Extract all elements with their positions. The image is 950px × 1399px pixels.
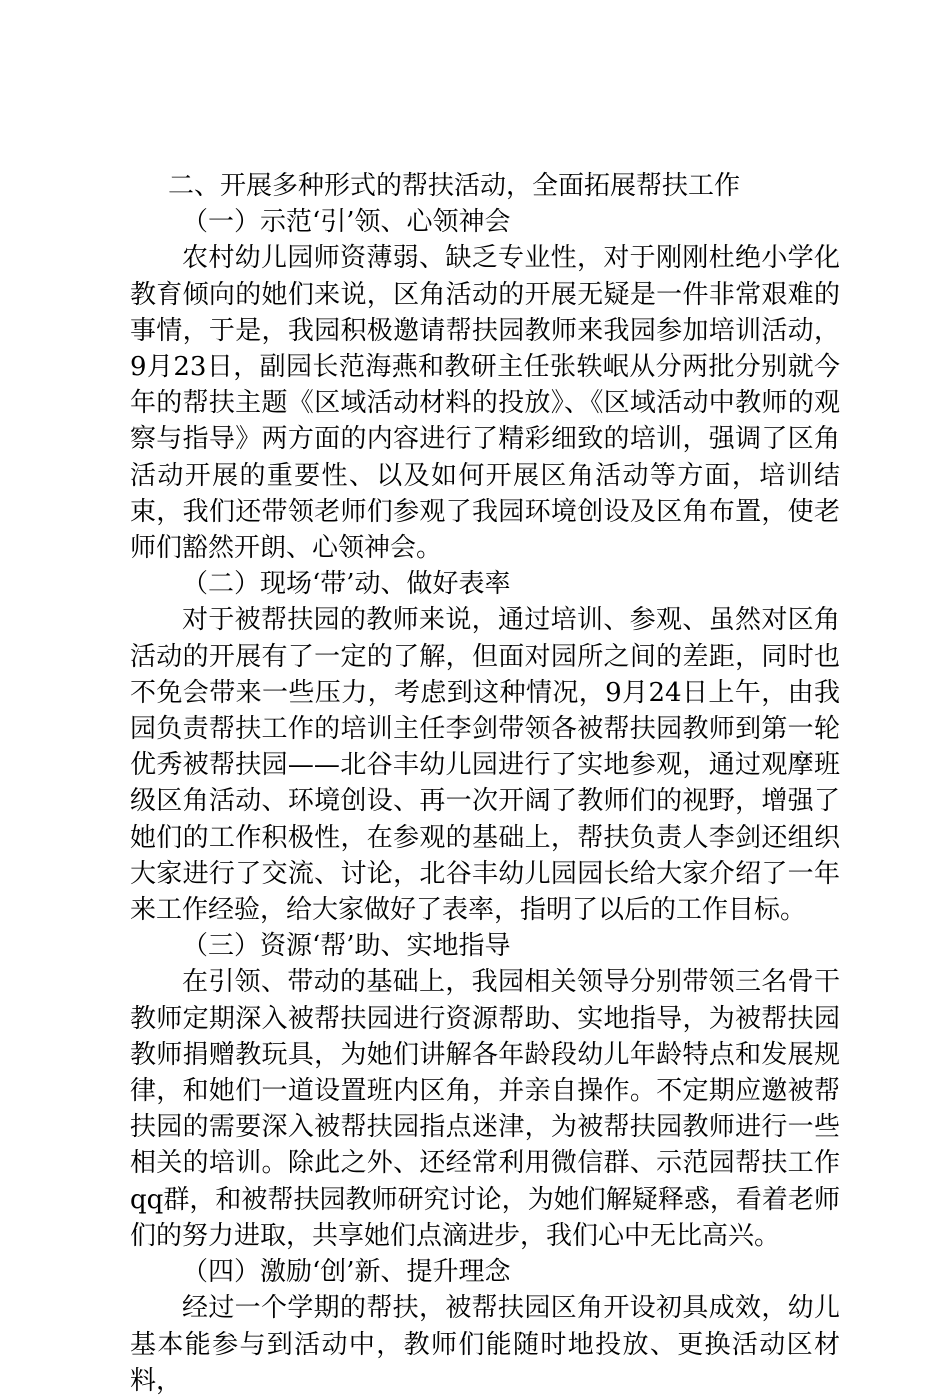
paragraph-4: 经过一个学期的帮扶，被帮扶园区角开设初具成效，幼儿基本能参与到活动中，教师们能随时地投放、更换活动区材料， (130, 1293, 840, 1396)
paragraph-2: 对于被帮扶园的教师来说，通过培训、参观、虽然对区角活动的开展有了一定的了解，但面对园所之间的差距，同时也不免会带来一些压力，考虑到这种情况，9月24日上午，由我园负责帮扶工作的培训主任李剑带领各被帮扶园教师到第一轮优秀被帮扶园——北谷丰幼儿园进行了实地参观，通过观摩班级区角活动、环境创设、再一次开阔了教师们的视野，增强了她们的工作积极性，在参观的基础上，帮扶负责人李剑还组织大家进行了交流、讨论，北谷丰幼儿园园长给大家介绍了一年来工作经验，给大家做好了表率，指明了以后的工作目标。 (130, 605, 840, 926)
subsection-title-4: （四）激励‘创’新、提升理念 (182, 1257, 511, 1288)
subsection-title-3: （三）资源‘帮’助、实地指导 (182, 931, 511, 962)
subsection-title-2: （二）现场‘带’动、做好表率 (182, 569, 511, 600)
section-heading: 二、开展多种形式的帮扶活动，全面拓展帮扶工作 (168, 171, 741, 201)
subsection-title-1: （一）示范‘引’领、心领神会 (182, 207, 511, 238)
document-page (130, 168, 840, 1399)
paragraph-3: 在引领、带动的基础上，我园相关领导分别带领三名骨干教师定期深入被帮扶园进行资源帮助、实地指导，为被帮扶园教师捐赠教玩具，为她们讲解各年龄段幼儿年龄特点和发展规律，和她们一道设置班内区角，并亲自操作。不定期应邀被帮扶园的需要深入被帮扶园指点迷津，为被帮扶园教师进行一些相关的培训。除此之外、还经常利用微信群、示范园帮扶工作qq群，和被帮扶园教师研究讨论，为她们解疑释惑，看着老师们的努力进取，共享她们点滴进步，我们心中无比高兴。 (130, 967, 840, 1251)
paragraph-1: 农村幼儿园师资薄弱、缺乏专业性，对于刚刚杜绝小学化教育倾向的她们来说，区角活动的开展无疑是一件非常艰难的事情，于是，我园积极邀请帮扶园教师来我园参加培训活动，9月23日，副园长范海燕和教研主任张轶岷从分两批分别就今年的帮扶主题《区域活动材料的投放》、《区域活动中教师的观察与指导》两方面的内容进行了精彩细致的培训，强调了区角活动开展的重要性、以及如何开展区角活动等方面，培训结束，我们还带领老师们参观了我园环境创设及区角布置，使老师们豁然开朗、心领神会。 (130, 243, 840, 564)
